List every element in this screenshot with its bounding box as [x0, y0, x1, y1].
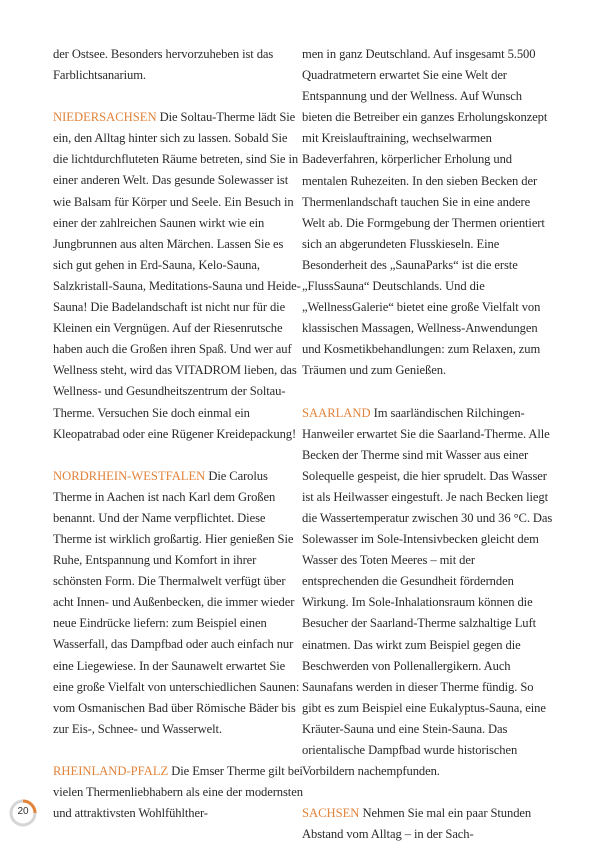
left-intro-paragraph: der Ostsee. Besonders hervorzuheben ist das Farblichtsanarium.	[53, 47, 274, 83]
section-niedersachsen	[53, 107, 305, 445]
left-column	[53, 44, 305, 824]
region-heading: NORDRHEIN-WESTFALEN	[53, 468, 206, 483]
section-text: Im saarländischen Rilchingen-Hanweiler erwartet Sie die Saarland-Therme. Alle Becken der Therme sind mit Wasser aus einer Solequelle gespeist, die hier sprudelt. Das Wasser ist als Heilwasser eingestuft. Je nach Becken liegt die Wassertemperatur zwischen 30 und 36 °C. Das Solewasser im Sole-Intensivbecken gleicht dem Wasser des Toten Meeres – mit der entsprechenden die Gesundheit fördernden Wirkung. Im Sole-Inhalationsraum können die Besucher der Saarland-Therme salzhaltige Luft einatmen. Das wirkt zum Beispiel gegen die Beschwerden von Pollenallergikern. Auch Saunafans werden in dieser Therme fündig. So gibt es zum Beispiel eine Eukalyptus-Sauna, eine Kräuter-Sauna und eine Stein-Sauna. Das orientalische Dampfbad wurde historischen Vorbildern nachempfunden.	[302, 405, 553, 779]
page-number: 20	[17, 806, 29, 817]
section-rheinland-pfalz	[53, 761, 305, 824]
region-heading: RHEINLAND-PFALZ	[53, 763, 169, 778]
section-sachsen	[302, 803, 554, 845]
region-heading: SACHSEN	[302, 806, 360, 821]
page-number-badge	[8, 798, 38, 828]
right-column	[302, 44, 554, 845]
region-heading: SAARLAND	[302, 405, 371, 420]
section-text: Nehmen Sie mal ein paar Stunden Abstand vom Alltag – in der Sach-	[302, 806, 532, 842]
section-text: Die Soltau-Therme lädt Sie ein, den Alltag hinter sich zu lassen. Sobald Sie die lichtdurchfluteten Räume betreten, sind Sie in einer anderen Welt. Das gesunde Solewasser ist wie Balsam für Körper und Seele. Ein Besuch in einer der zahlreichen Saunen wirkt wie ein Jungbrunnen aus alten Märchen. Lassen Sie es sich gut gehen in Erd-Sauna, Kelo-Sauna, Salzkristall-Sauna, Meditations-Sauna und Heide-Sauna! Die Badelandschaft ist nicht nur für die Kleinen ein Vergnügen. Auf der Riesenrutsche haben auch die Großen ihren Spaß. Und wer auf Wellness steht, wird das VITADROM lieben, das Wellness- und Gesundheitszentrum der Soltau-Therme. Versuchen Sie doch einmal ein Kleopatrabad oder eine Rügener Kreidepackung!	[53, 110, 301, 441]
section-saarland	[302, 403, 554, 783]
right-intro-paragraph: men in ganz Deutschland. Auf insgesamt 5.500 Quadratmetern erwartet Sie eine Welt der Entspannung und der Wellness. Auf Wunsch bieten die Betreiber ein ganzes Erholungskonzept mit Kreislauftraining, wechselwarmen Badeverfahren, körperlicher Erholung und mentalen Ruhezeiten. In den sieben Becken der Thermenlandschaft tauchen Sie in eine andere Welt ab. Die Formgebung der Thermen orientiert sich an abgerundeten Flusskieseln. Eine Besonderheit des „SaunaParks“ ist die erste „FlussSauna“ Deutschlands. Und die „WellnessGalerie“ bietet eine große Vielfalt von klassischen Massagen, Wellness-Anwendungen und Kosmetikbehandlungen: zum Relaxen, zum Träumen und zum Genießen.	[302, 47, 548, 378]
section-text: Die Emser Therme gilt bei vielen Thermenliebhabern als eine der modernsten und attraktivsten Wohlfühlther-	[53, 763, 303, 821]
section-text: Die Carolus Therme in Aachen ist nach Karl dem Großen benannt. Und der Name verpflichtet. Diese Therme ist wirklich großartig. Hier genießen Sie Ruhe, Entspannung und Komfort in ihrer schönsten Form. Die Thermalwelt verfügt über acht Innen- und Außenbecken, die immer wieder neue Eindrücke liefern: zum Beispiel einen Wasserfall, das Dampfbad oder auch einfach nur eine Liegewiese. In der Saunawelt erwartet Sie eine große Vielfalt von unterschiedlichen Saunen: vom Osmanischen Bad über Römische Bäder bis zur Eis-, Schnee- und Wasserwelt.	[53, 468, 300, 736]
section-nordrhein-westfalen	[53, 466, 305, 740]
region-heading: NIEDERSACHSEN	[53, 110, 157, 125]
